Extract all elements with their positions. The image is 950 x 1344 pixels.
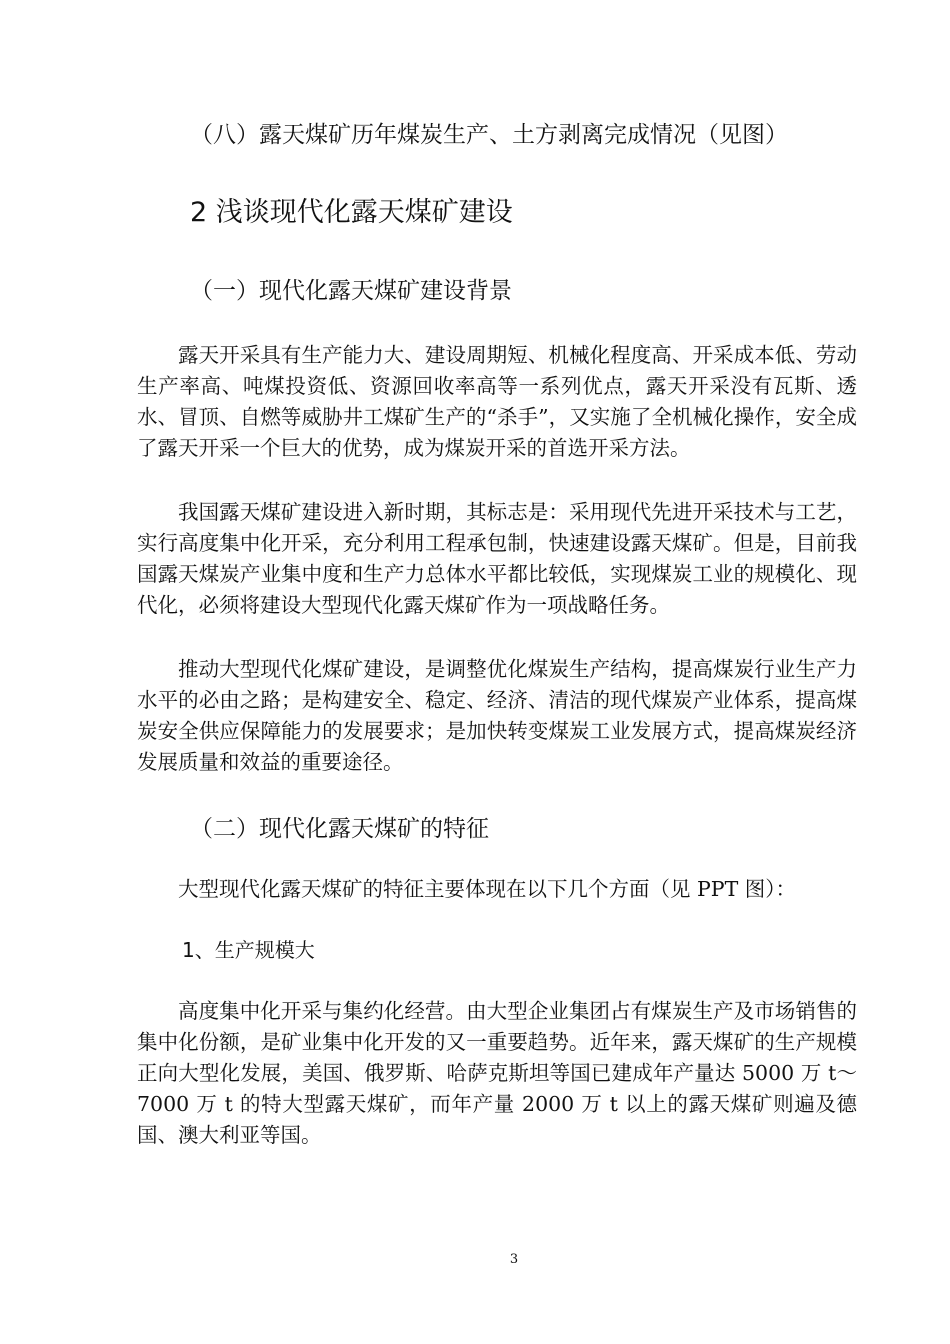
paragraph-features-intro: 大型现代化露天煤矿的特征主要体现在以下几个方面（见 PPT 图）：	[178, 877, 797, 901]
paragraph-background-2: 我国露天煤矿建设进入新时期，其标志是：采用现代先进开采技术与工艺，实行高度集中化开采，充分利用工程承包制，快速建设露天煤矿。但是，目前我国露天煤炭产业集中度和生产力总体水平都比较低，实现煤炭工业的规模化、现代化，必须将建设大型现代化露天煤矿作为一项战略任务。	[137, 500, 857, 617]
chapter-heading: 2 浅谈现代化露天煤矿建设	[190, 197, 513, 228]
paragraph-scale: 高度集中化开采与集约化经营。由大型企业集团占有煤炭生产及市场销售的集中化份额，是矿业集中化开发的又一重要趋势。近年来，露天煤矿的生产规模正向大型化发展，美国、俄罗斯、哈萨克斯坦等国已建成年产量达 5000 万 t～7000 万 t 的特大型露天煤矿，而年产量 2000 万 t 以上的露天煤矿则遍及德国、澳大利亚等国。	[137, 999, 857, 1147]
paragraph-background-1: 露天开采具有生产能力大、建设周期短、机械化程度高、开采成本低、劳动生产率高、吨煤投资低、资源回收率高等一系列优点，露天开采没有瓦斯、透水、冒顶、自燃等威胁井工煤矿生产的“杀手”，又实施了全机械化操作，安全成了露天开采一个巨大的优势，成为煤炭开采的首选开采方法。	[137, 343, 857, 460]
item-heading-1: 1、生产规模大	[182, 938, 315, 962]
page-number: 3	[509, 1252, 519, 1267]
subsection-heading-1: （一）现代化露天煤矿建设背景	[190, 278, 512, 304]
subsection-heading-2: （二）现代化露天煤矿的特征	[190, 816, 489, 842]
paragraph-background-3: 推动大型现代化煤矿建设，是调整优化煤炭生产结构，提高煤炭行业生产力水平的必由之路；是构建安全、稳定、经济、清洁的现代煤炭产业体系，提高煤炭安全供应保障能力的发展要求；是加快转变煤炭工业发展方式，提高煤炭经济发展质量和效益的重要途径。	[137, 657, 857, 774]
section-heading-8: （八）露天煤矿历年煤炭生产、土方剥离完成情况（见图）	[190, 122, 788, 148]
